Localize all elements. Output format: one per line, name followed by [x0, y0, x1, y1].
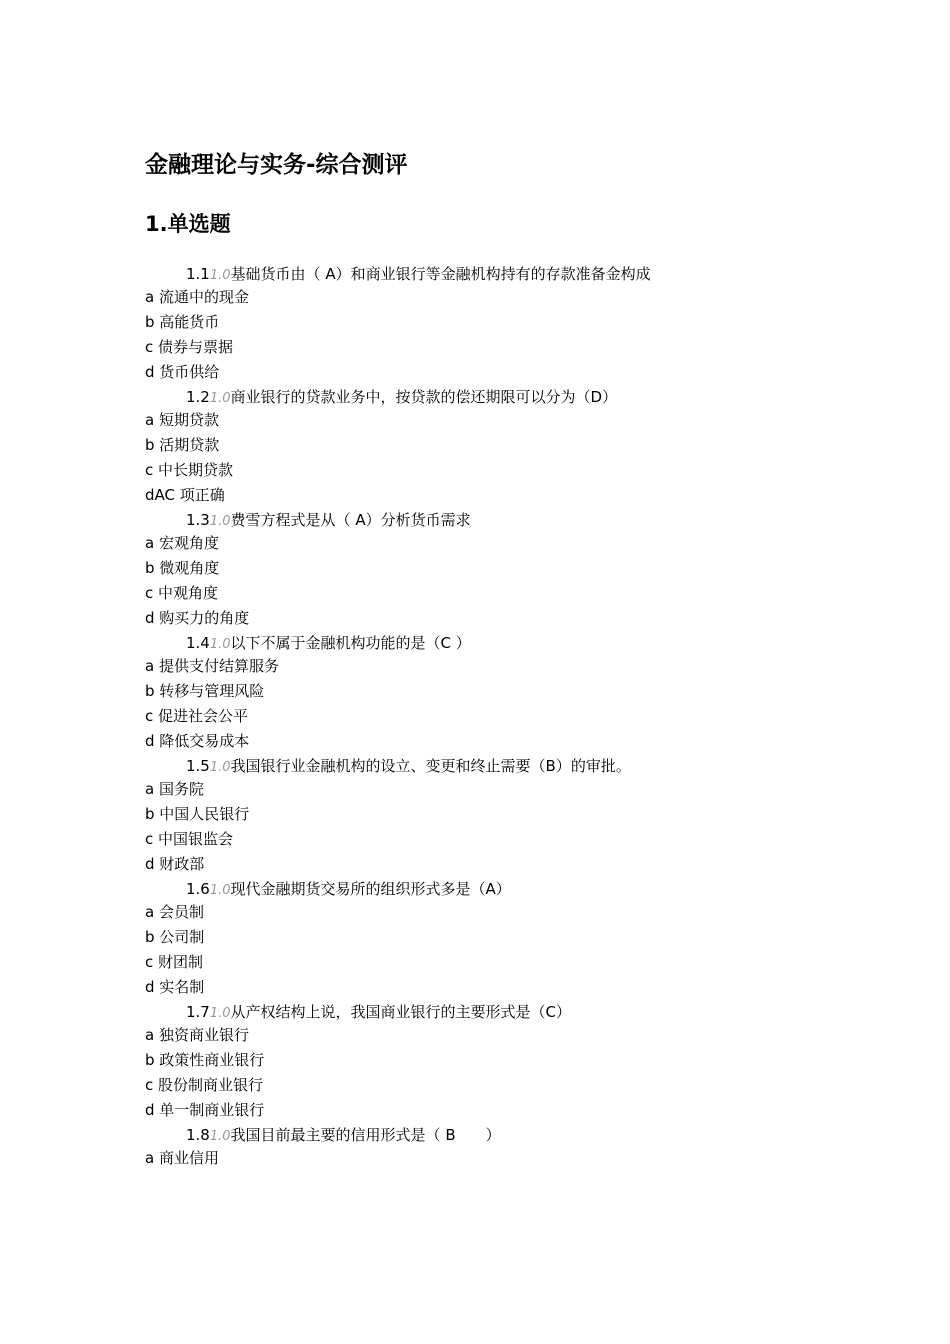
question-number: 1.4 [186, 634, 210, 652]
question-item [145, 631, 825, 754]
question-text: 商业银行的贷款业务中，按贷款的偿还期限可以分为（D） [230, 388, 618, 406]
question-text: 我国银行业金融机构的设立、变更和终止需要（B）的审批。 [230, 757, 631, 775]
answer-option: a 宏观角度 [145, 534, 219, 552]
question-number: 1.1 [186, 265, 210, 283]
answer-option: dAC 项正确 [145, 486, 225, 504]
question-item [145, 754, 825, 877]
answer-option: d 单一制商业银行 [145, 1101, 265, 1119]
answer-option: a 提供支付结算服务 [145, 657, 279, 675]
answer-option: b 微观角度 [145, 559, 220, 577]
answer-option: c 财团制 [145, 953, 204, 971]
answer-option: c 中观角度 [145, 584, 219, 602]
answer-option: d 实名制 [145, 978, 205, 996]
question-number: 1.5 [186, 757, 210, 775]
question-score: 1.0 [209, 637, 231, 652]
question-item [145, 262, 825, 385]
answer-option: d 降低交易成本 [145, 732, 250, 750]
question-score: 1.0 [209, 391, 231, 406]
answer-option: b 中国人民银行 [145, 805, 250, 823]
answer-option: c 中国银监会 [145, 830, 234, 848]
section-heading: 1.单选题 [145, 212, 231, 236]
answer-option: c 中长期贷款 [145, 461, 234, 479]
question-stem [145, 754, 686, 780]
question-score: 1.0 [209, 883, 231, 898]
question-text: 现代金融期货交易所的组织形式多是（A） [230, 880, 511, 898]
question-score: 1.0 [209, 1129, 231, 1144]
question-score: 1.0 [209, 760, 231, 775]
question-score: 1.0 [209, 1006, 231, 1021]
question-item [145, 508, 825, 631]
answer-option: b 政策性商业银行 [145, 1051, 265, 1069]
answer-option: a 商业信用 [145, 1149, 219, 1167]
question-number: 1.7 [186, 1003, 210, 1021]
question-text: 我国目前最主要的信用形式是（ B ） [230, 1126, 501, 1144]
question-number: 1.6 [186, 880, 210, 898]
question-item [145, 385, 825, 508]
question-score: 1.0 [209, 514, 231, 529]
answer-option: d 财政部 [145, 855, 205, 873]
answer-option: c 股份制商业银行 [145, 1076, 264, 1094]
question-text: 费雪方程式是从（ A）分析货币需求 [230, 511, 471, 529]
answer-option: c 促进社会公平 [145, 707, 249, 725]
answer-option: a 国务院 [145, 780, 204, 798]
question-stem [145, 385, 686, 411]
question-text: 从产权结构上说，我国商业银行的主要形式是（C） [230, 1003, 572, 1021]
answer-option: b 高能货币 [145, 313, 220, 331]
answer-option: a 会员制 [145, 903, 204, 921]
answer-option: a 独资商业银行 [145, 1026, 249, 1044]
answer-option: d 货币供给 [145, 363, 220, 381]
answer-option: d 购买力的角度 [145, 609, 250, 627]
answer-option: a 短期贷款 [145, 411, 219, 429]
answer-option: b 公司制 [145, 928, 205, 946]
question-number: 1.2 [186, 388, 210, 406]
answer-option: b 活期贷款 [145, 436, 220, 454]
question-score: 1.0 [209, 268, 231, 283]
question-text: 基础货币由（ A）和商业银行等金融机构持有的存款准备金构成 [230, 265, 651, 283]
question-item [145, 877, 825, 1000]
question-number: 1.8 [186, 1126, 210, 1144]
document-title: 金融理论与实务-综合测评 [145, 152, 408, 178]
answer-option: c 债券与票据 [145, 338, 234, 356]
question-item [145, 1000, 825, 1123]
answer-option: b 转移与管理风险 [145, 682, 265, 700]
question-item [145, 1123, 825, 1171]
answer-option: a 流通中的现金 [145, 288, 249, 306]
question-text: 以下不属于金融机构功能的是（C ） [230, 634, 471, 652]
question-number: 1.3 [186, 511, 210, 529]
question-list [145, 262, 825, 1171]
